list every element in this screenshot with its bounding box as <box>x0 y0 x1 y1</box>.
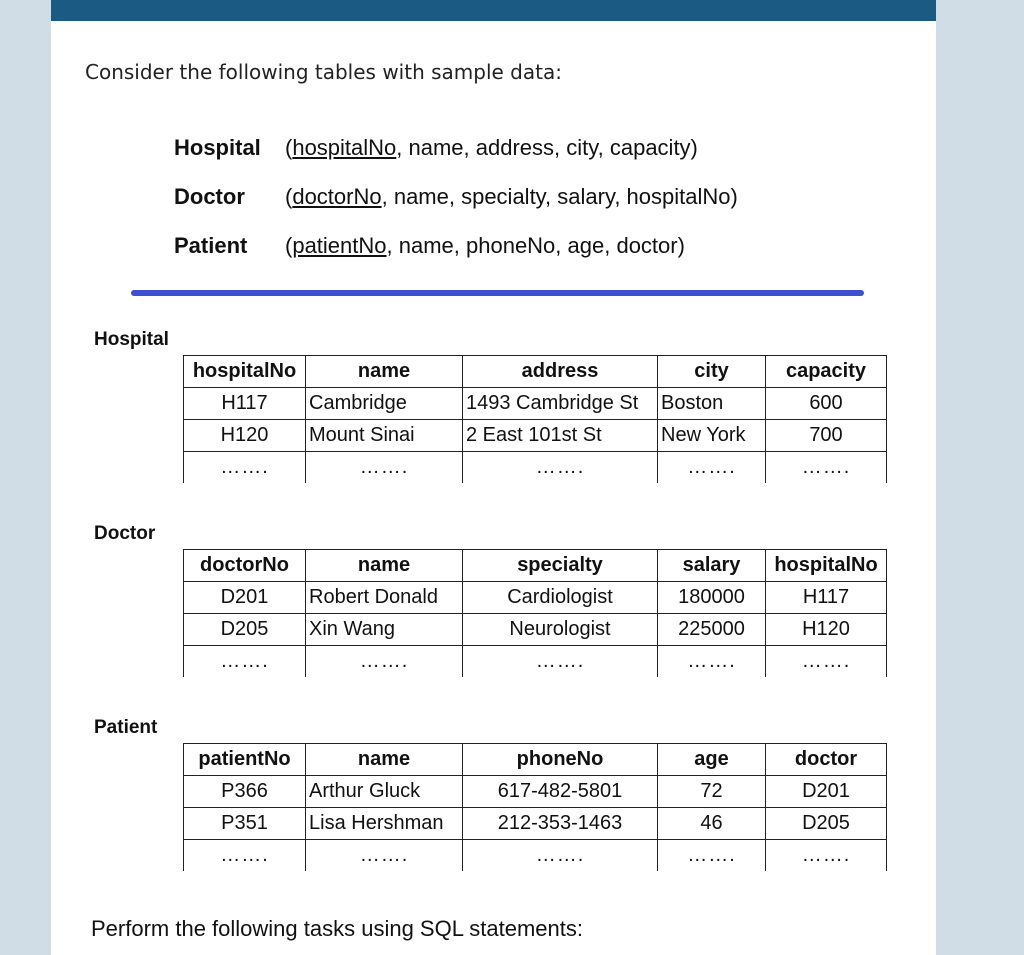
table-cell: P351 <box>184 808 306 840</box>
ellipsis-cell: ……. <box>463 646 658 678</box>
ellipsis-cell: ……. <box>306 840 463 872</box>
table-label-patient: Patient <box>94 717 158 738</box>
schema-key: hospitalNo <box>292 135 397 160</box>
schema-key: patientNo <box>292 233 387 258</box>
ellipsis-cell: ……. <box>658 646 766 678</box>
column-header: doctorNo <box>184 550 306 582</box>
table-cell: D205 <box>766 808 887 840</box>
ellipsis-cell: ……. <box>184 452 306 484</box>
ellipsis-cell: ……. <box>184 646 306 678</box>
table-cell: H117 <box>766 582 887 614</box>
schema-attributes: , name, phoneNo, age, doctor) <box>386 233 685 258</box>
table-cell: New York <box>658 420 766 452</box>
column-header: capacity <box>766 356 887 388</box>
table-cell: Xin Wang <box>306 614 463 646</box>
table-cell: 1493 Cambridge St <box>463 388 658 420</box>
table-cell: 180000 <box>658 582 766 614</box>
column-header: name <box>306 744 463 776</box>
schema-attributes: , name, address, city, capacity) <box>396 135 698 160</box>
table-cell: H120 <box>184 420 306 452</box>
column-header: salary <box>658 550 766 582</box>
table-cell: H117 <box>184 388 306 420</box>
column-header: patientNo <box>184 744 306 776</box>
ellipsis-cell: ……. <box>306 452 463 484</box>
table-label-hospital: Hospital <box>94 329 169 350</box>
ellipsis-cell: ……. <box>463 452 658 484</box>
table-cell: D205 <box>184 614 306 646</box>
column-header: name <box>306 356 463 388</box>
table-cell: Cambridge <box>306 388 463 420</box>
ellipsis-cell: ……. <box>766 646 887 678</box>
table-cell: 617-482-5801 <box>463 776 658 808</box>
table-cell: 46 <box>658 808 766 840</box>
schema-name: Doctor <box>174 184 245 209</box>
table-cell: 600 <box>766 388 887 420</box>
ellipsis-cell: ……. <box>766 452 887 484</box>
table-row-ellipsis <box>184 840 887 872</box>
ellipsis-cell: ……. <box>306 646 463 678</box>
table-cell: Robert Donald <box>306 582 463 614</box>
patient-table <box>183 743 887 871</box>
table-header-row <box>184 550 887 582</box>
schema-hospital: Hospital (hospitalNo, name, address, city, capacity) <box>174 135 698 160</box>
schema-name: Hospital <box>174 135 261 160</box>
ellipsis-cell: ……. <box>766 840 887 872</box>
table-row <box>184 808 887 840</box>
schema-key: doctorNo <box>292 184 382 209</box>
table-cell: D201 <box>184 582 306 614</box>
table-row <box>184 582 887 614</box>
table-row <box>184 614 887 646</box>
schema-name: Patient <box>174 233 248 258</box>
column-header: hospitalNo <box>766 550 887 582</box>
table-cell: P366 <box>184 776 306 808</box>
table-header-row <box>184 744 887 776</box>
column-header: phoneNo <box>463 744 658 776</box>
table-cell: 212-353-1463 <box>463 808 658 840</box>
column-header: specialty <box>463 550 658 582</box>
table-row <box>184 388 887 420</box>
ellipsis-cell: ……. <box>658 840 766 872</box>
ellipsis-cell: ……. <box>658 452 766 484</box>
table-row-ellipsis <box>184 646 887 678</box>
schema-doctor: Doctor (doctorNo, name, specialty, salary, hospitalNo) <box>174 184 738 209</box>
table-cell: 700 <box>766 420 887 452</box>
top-banner <box>51 0 936 21</box>
column-header: address <box>463 356 658 388</box>
hospital-table <box>183 355 887 483</box>
table-cell: 72 <box>658 776 766 808</box>
column-header: age <box>658 744 766 776</box>
table-label-doctor: Doctor <box>94 523 156 544</box>
intro-text: Consider the following tables with sample data: <box>85 60 562 84</box>
table-row <box>184 776 887 808</box>
table-row-ellipsis <box>184 452 887 484</box>
ellipsis-cell: ……. <box>463 840 658 872</box>
table-cell: Cardiologist <box>463 582 658 614</box>
column-header: hospitalNo <box>184 356 306 388</box>
table-cell: 225000 <box>658 614 766 646</box>
table-cell: Lisa Hershman <box>306 808 463 840</box>
ellipsis-cell: ……. <box>184 840 306 872</box>
doctor-table <box>183 549 887 677</box>
table-cell: H120 <box>766 614 887 646</box>
table-cell: 2 East 101st St <box>463 420 658 452</box>
table-header-row <box>184 356 887 388</box>
column-header: city <box>658 356 766 388</box>
table-row <box>184 420 887 452</box>
table-cell: D201 <box>766 776 887 808</box>
table-cell: Mount Sinai <box>306 420 463 452</box>
section-divider <box>131 290 864 296</box>
task-heading: Perform the following tasks using SQL statements: <box>91 916 583 941</box>
table-cell: Arthur Gluck <box>306 776 463 808</box>
column-header: name <box>306 550 463 582</box>
table-cell: Neurologist <box>463 614 658 646</box>
column-header: doctor <box>766 744 887 776</box>
table-cell: Boston <box>658 388 766 420</box>
schema-patient: Patient (patientNo, name, phoneNo, age, doctor) <box>174 233 685 258</box>
schema-attributes: , name, specialty, salary, hospitalNo) <box>381 184 738 209</box>
